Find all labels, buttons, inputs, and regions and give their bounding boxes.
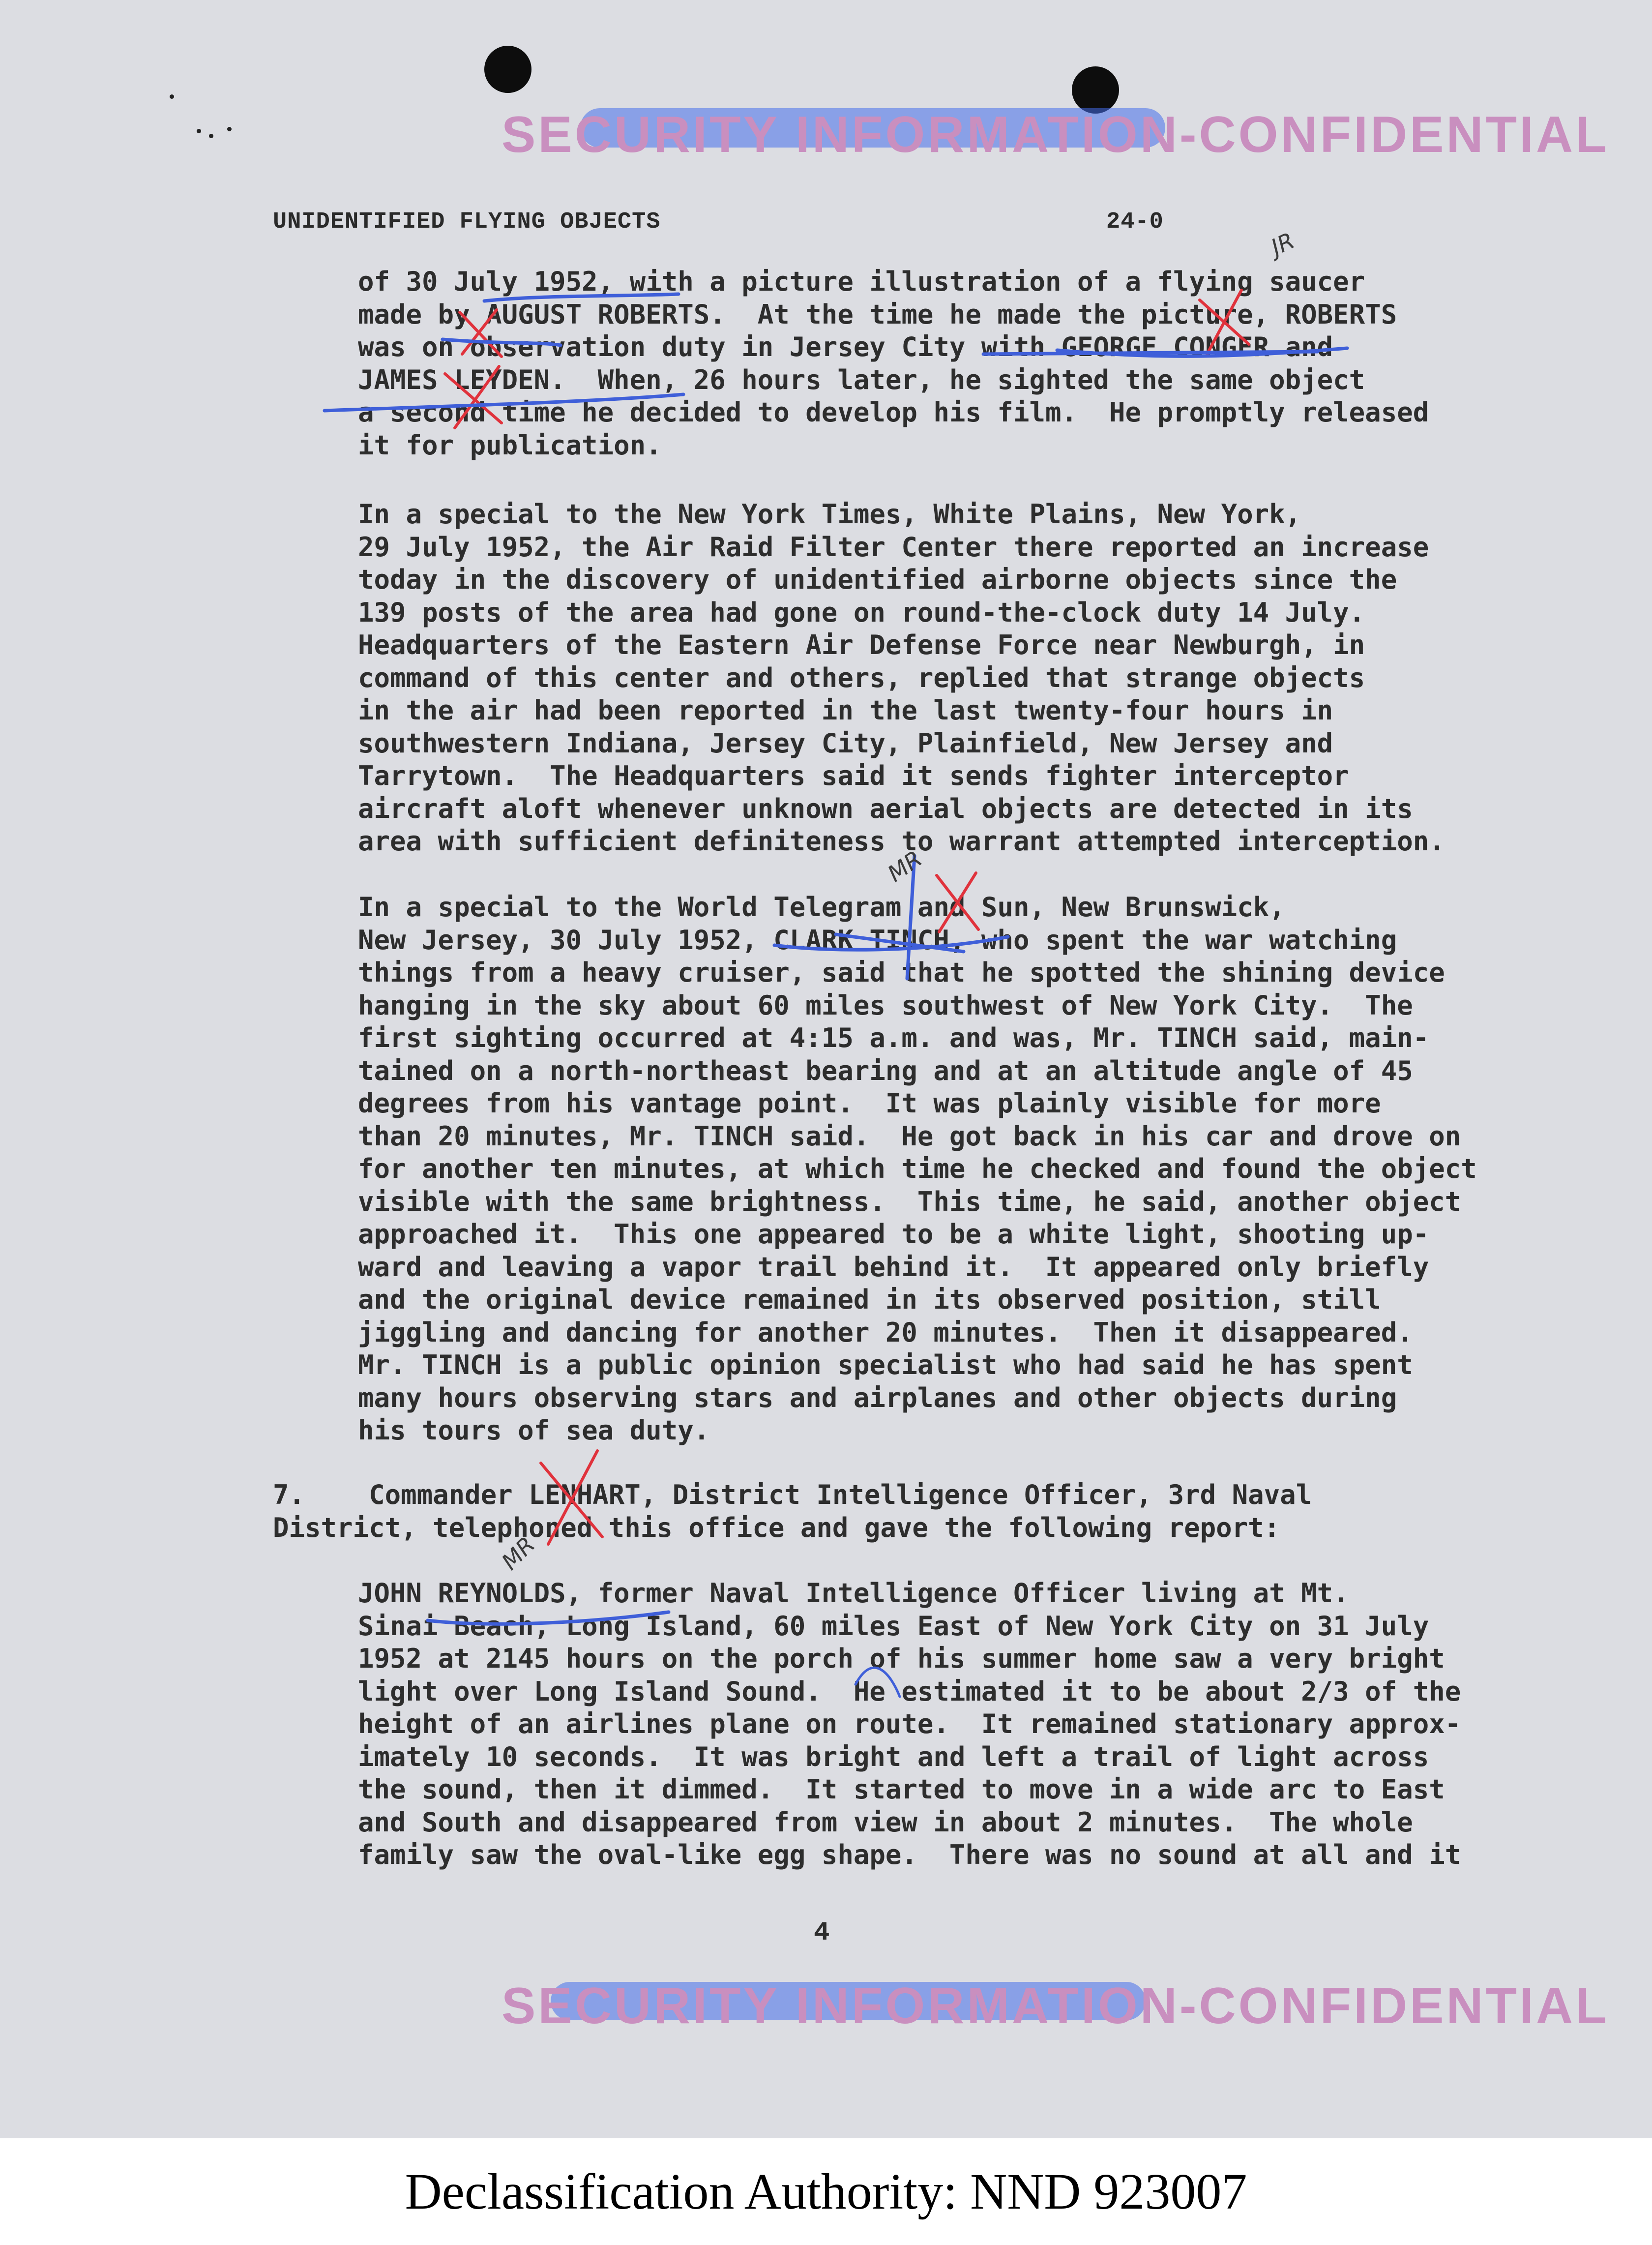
blue-margin-mark (856, 1668, 900, 1697)
red-cross-mark (937, 873, 978, 932)
page-number: 4 (814, 1918, 830, 1948)
paragraph-3: In a special to the World Telegram and Sun, New Brunswick, New Jersey, 30 July 1952, CLARK TINCH, who spent the war watching things from a heavy cruiser, said that he spotted the shining device hanging in the sky about 60 miles southwest of New York City. The first sighting occurred at 4:15 a.m. and was, Mr. TINCH said, main- tained on a north-northeast bearing and at an altitude angle of 45 degrees from his vantage point. It was plainly visible for more than 20 minutes, Mr. TINCH said. He got back in his car and drove on for another ten minutes, at which time he checked and found the object visible with the same brightness. This time, he said, another object approached it. This one appeared to be a white light, shooting up- ward and leaving a vapor trail behind it. It appeared only briefly and the original device remained in its observed position, still jiggling and dancing for another 20 minutes. Then it disappeared. Mr. TINCH is a public opinion specialist who had said he has spent many hours observing stars and airplanes and other objects during his tours of sea duty. (358, 892, 1477, 1446)
initials-annotation: MR (496, 1531, 540, 1575)
document-title: UNIDENTIFIED FLYING OBJECTS (273, 209, 661, 235)
initials-annotation: JR (1267, 227, 1298, 261)
paragraph-4: 7. Commander LENHART, District Intelligence Officer, 3rd Naval District, telephoned this office and gave the following report: (273, 1479, 1312, 1543)
red-cross-mark (1200, 290, 1249, 354)
red-cross-mark (445, 366, 502, 428)
paragraph-2: In a special to the New York Times, White Plains, New York, 29 July 1952, the Air Raid Filter Center there reported an increase today in the discovery of unidentified airborne objects since the 139 posts of the area had gone on round-the-clock duty 14 July. Headquarters of the Eastern Air Defense Force near Newburgh, in command of this center and others, replied that strange objects in the air had been reported in the last twenty-four hours in southwestern Indiana, Jersey City, Plainfield, New Jersey and Tarrytown. The Headquarters said it sends fighter interceptor aircraft aloft whenever unknown aerial objects are detected in its area with sufficient definiteness to warrant attempted interception. (358, 499, 1445, 857)
declassification-footer (0, 2138, 1652, 2245)
paragraph-1: of 30 July 1952, with a picture illustration of a flying saucer made by AUGUST ROBERTS. At the time he made the picture, ROBERTS was on observation duty in Jersey City with GEORGE CONGER and JAMES LEYDEN. When, 26 hours later, he sighted the same object a second time he decided to develop his film. He promptly released it for publication. (358, 266, 1429, 461)
initials-annotation: MR (883, 845, 927, 888)
red-cross-mark (541, 1451, 602, 1544)
document-reference: 24-0 (1106, 209, 1164, 235)
declassification-text: Declassification Authority: NND 923007 (405, 2163, 1247, 2220)
red-cross-mark (460, 310, 502, 357)
security-stamp-bottom: SECURITY INFORMATION-CONFIDENTIAL (502, 1977, 1609, 2035)
blue-underline-mark (324, 294, 1347, 1624)
security-stamp-top: SECURITY INFORMATION-CONFIDENTIAL (502, 106, 1609, 163)
paragraph-5: JOHN REYNOLDS, former Naval Intelligence Officer living at Mt. Sinai Beach, Long Island, 60 miles East of New York City on 31 July 1952 at 2145 hours on the porch of his summer home saw a very bright light over Long Island Sound. He estimated it to be about 2/3 of the height of an airlines plane on route. It remained stationary approx- imately 10 seconds. It was bright and left a trail of light across the sound, then it dimmed. It started to move in a wide arc to East and South and disappeared from view in about 2 minutes. The whole family saw the oval-like egg shape. There was no sound at all and it (358, 1578, 1461, 1870)
